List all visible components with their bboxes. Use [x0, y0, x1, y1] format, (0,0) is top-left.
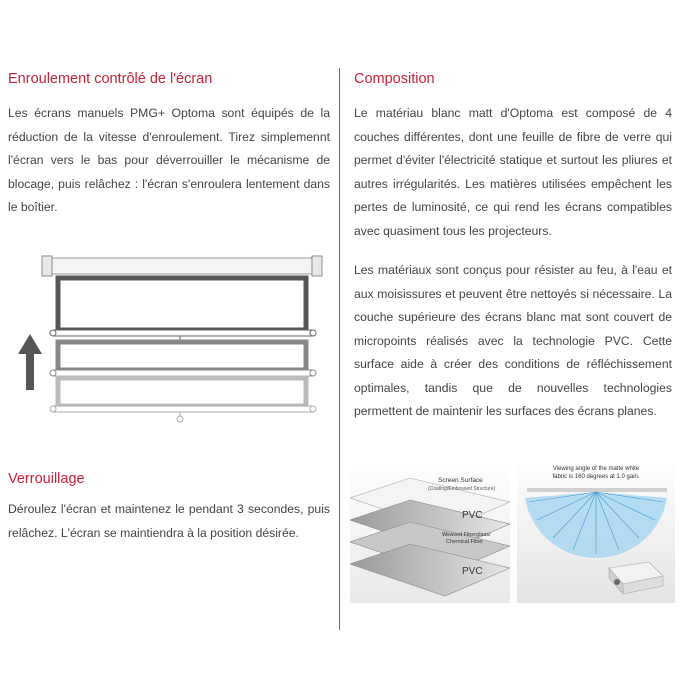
housing-end-right: [312, 256, 322, 276]
composition-paragraph-1: Le matériau blanc matt d'Optoma est composé de 4 couches différentes, dont une feuille de fibre de verre qui permet d'éviter l'électricité statique et surtout les pliures et autres irrégularités. Les matières utilisées empêchent les pertes de luminosité, ce qui rend les écrans compatibles avec quasiment tous les projecteurs.: [354, 106, 672, 238]
bar-end-1a: [50, 330, 56, 336]
composition-heading: Composition: [354, 71, 435, 87]
arrow-up-icon: [18, 334, 42, 390]
pull-handle-3: [177, 416, 183, 422]
bottom-bar-1: [54, 330, 312, 336]
angle-caption-2: fabric is 160 degrees at 1.0 gain.: [552, 474, 640, 480]
composition-paragraph-2: Les matériaux sont conçus pour résister au feu, à l'eau et aux moisissures et peuvent être nettoyés si nécessaire. La couche supérieure des écrans blanc mat sont couvert de micropoints réalisés avec la technologie PVC. Cette surface aide à créer des conditions de réfléchissement optimales, tandis que de nouvelles technologies permettent de maintenir les surfaces des écrans planes.: [354, 263, 672, 418]
verrouillage-paragraph: Déroulez l'écran et maintenez le pendant 3 secondes, puis relâchez. L'écran se maintiendra à la position désirée.: [8, 502, 330, 540]
column-divider: [339, 68, 340, 630]
viewing-angle-image: [517, 458, 675, 603]
screen-housing: [50, 258, 314, 274]
label-fiber-1: Weaved Fiberglass/: [442, 532, 491, 538]
bottom-bar-3: [54, 406, 312, 412]
screen-retraction-illustration: [10, 250, 330, 425]
angle-caption-1: Viewing angle of the matte white: [552, 466, 640, 472]
enroulement-heading: Enroulement contrôlé de l'écran: [8, 71, 213, 87]
screen-frame-dark: [58, 278, 306, 330]
label-fiber-2: Chemical Fiber: [446, 539, 483, 545]
housing-end-left: [42, 256, 52, 276]
section-enroulement: [8, 70, 330, 220]
verrouillage-heading: Verrouillage: [8, 471, 85, 487]
screen-panel: [527, 488, 667, 492]
screen-frame-mid: [58, 342, 306, 370]
enroulement-paragraph: Les écrans manuels PMG+ Optoma sont équipés de la réduction de la vitesse d'enroulement. Tirez simplemennt l'écran vers le bas pour déverrouiller le mécanisme de blocage, puis relâchez : l'écran s'enroulera lentement dans le boîtier.: [8, 106, 330, 214]
section-composition: [354, 70, 672, 424]
bottom-bar-2: [54, 370, 312, 376]
projector-lens: [614, 579, 620, 585]
screen-layers-image: [350, 458, 510, 603]
label-pvc-1: PVC: [462, 510, 483, 521]
bar-end-1b: [310, 330, 316, 336]
label-screen-surface: Screen Surface: [438, 477, 483, 484]
label-pvc-2: PVC: [462, 566, 483, 577]
screen-frame-light: [58, 378, 306, 406]
label-screen-surface-sub: (Coating/Embossed Structure): [428, 486, 496, 492]
